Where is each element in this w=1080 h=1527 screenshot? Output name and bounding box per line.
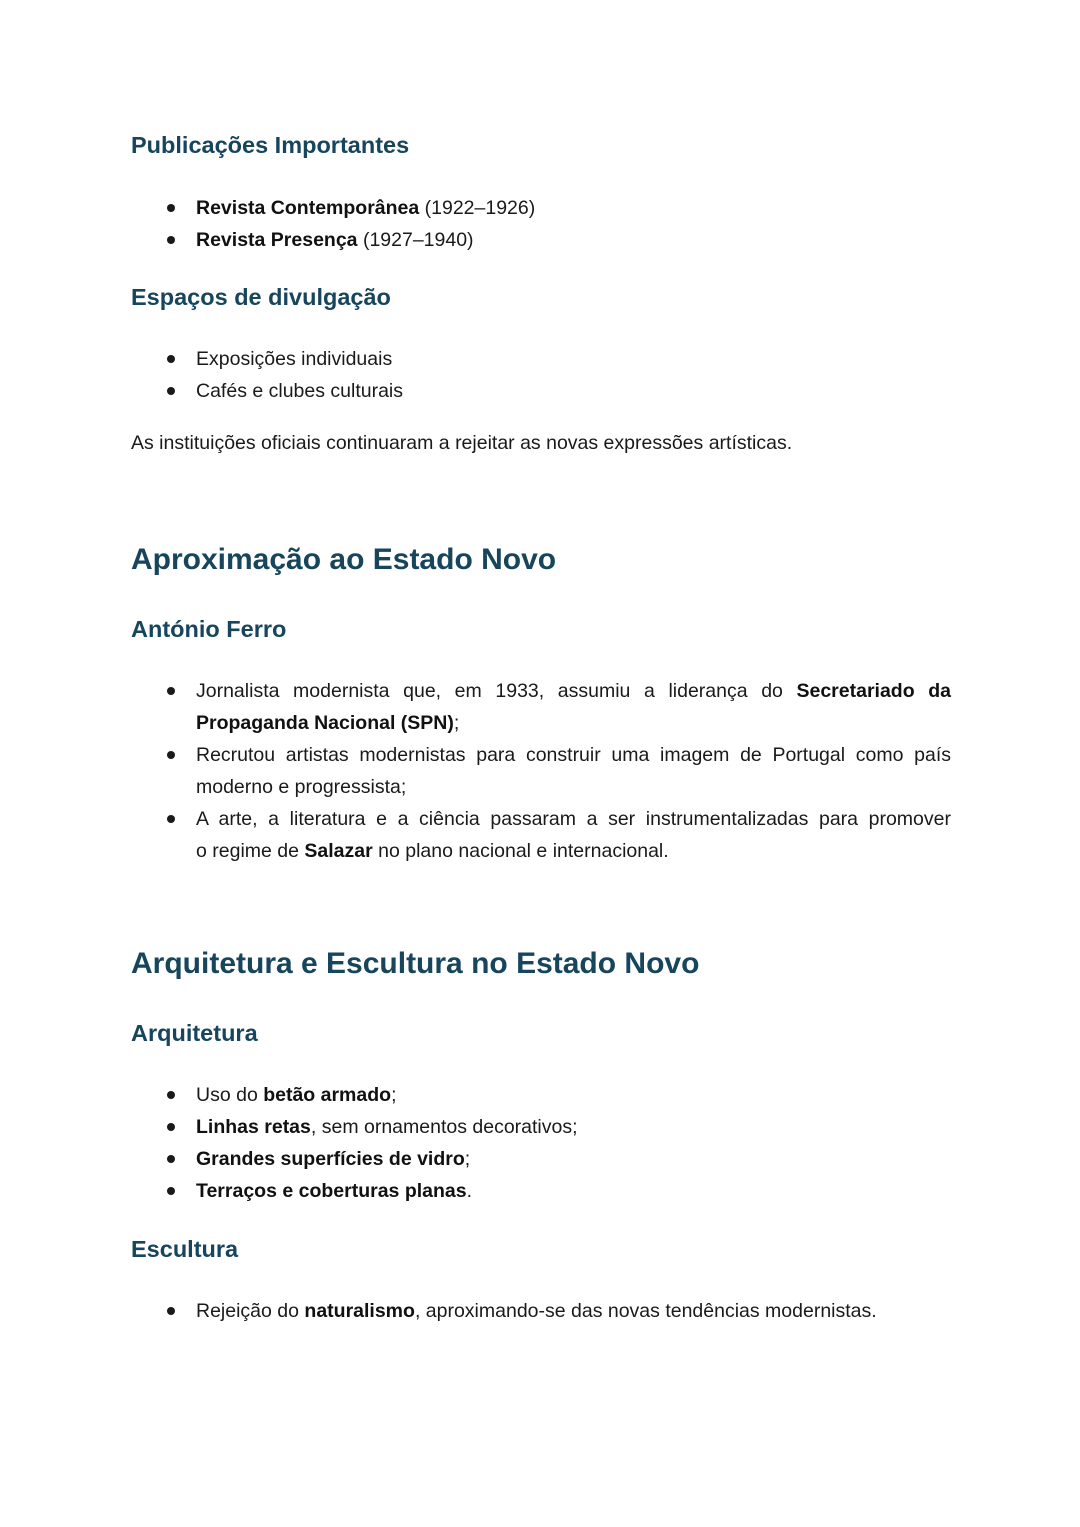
heading-publicacoes: Publicações Importantes: [131, 132, 410, 158]
heading-arquitetura: Arquitetura: [131, 1020, 258, 1046]
list-item: Uso do betão armado;: [131, 1079, 951, 1111]
list-publicacoes: [131, 192, 951, 256]
publication-title: Revista Presença: [196, 229, 358, 251]
list-item: Linhas retas, sem ornamentos decorativos;: [131, 1111, 951, 1143]
list-item: Jornalista modernista que, em 1933, assumiu a liderança do Secretariado da Propaganda Nacional (SPN);: [131, 675, 951, 739]
list-escultura: [131, 1295, 951, 1327]
section-title-aproximacao: Aproximação ao Estado Novo: [131, 543, 557, 576]
list-item: [131, 224, 951, 256]
list-item: [131, 192, 951, 224]
section-title-arquitetura-escultura: Arquitetura e Escultura no Estado Novo: [131, 947, 700, 980]
list-arquitetura: [131, 1079, 951, 1207]
list-antonio-ferro: [131, 675, 951, 867]
publication-years: (1927–1940): [357, 229, 474, 251]
list-item: Rejeição do naturalismo, aproximando-se das novas tendências modernistas.: [131, 1295, 951, 1327]
paragraph-instituicoes: As instituições oficiais continuaram a rejeitar as novas expressões artísticas.: [131, 432, 793, 454]
publication-years: (1922–1926): [419, 197, 536, 219]
heading-escultura: Escultura: [131, 1236, 239, 1262]
heading-antonio-ferro: António Ferro: [131, 616, 287, 642]
list-item: A arte, a literatura e a ciência passaram a ser instrumentalizadas para promover o regime de Salazar no plano nacional e internacional.: [131, 803, 951, 867]
list-espacos: [131, 343, 951, 407]
heading-espacos: Espaços de divulgação: [131, 284, 391, 310]
list-item: Terraços e coberturas planas.: [131, 1175, 951, 1207]
list-item: Recrutou artistas modernistas para construir uma imagem de Portugal como país moderno e progressista;: [131, 739, 951, 803]
list-item: Exposições individuais: [131, 343, 951, 375]
list-item: Cafés e clubes culturais: [131, 375, 951, 407]
list-item: Grandes superfícies de vidro;: [131, 1143, 951, 1175]
publication-title: Revista Contemporânea: [196, 197, 420, 219]
